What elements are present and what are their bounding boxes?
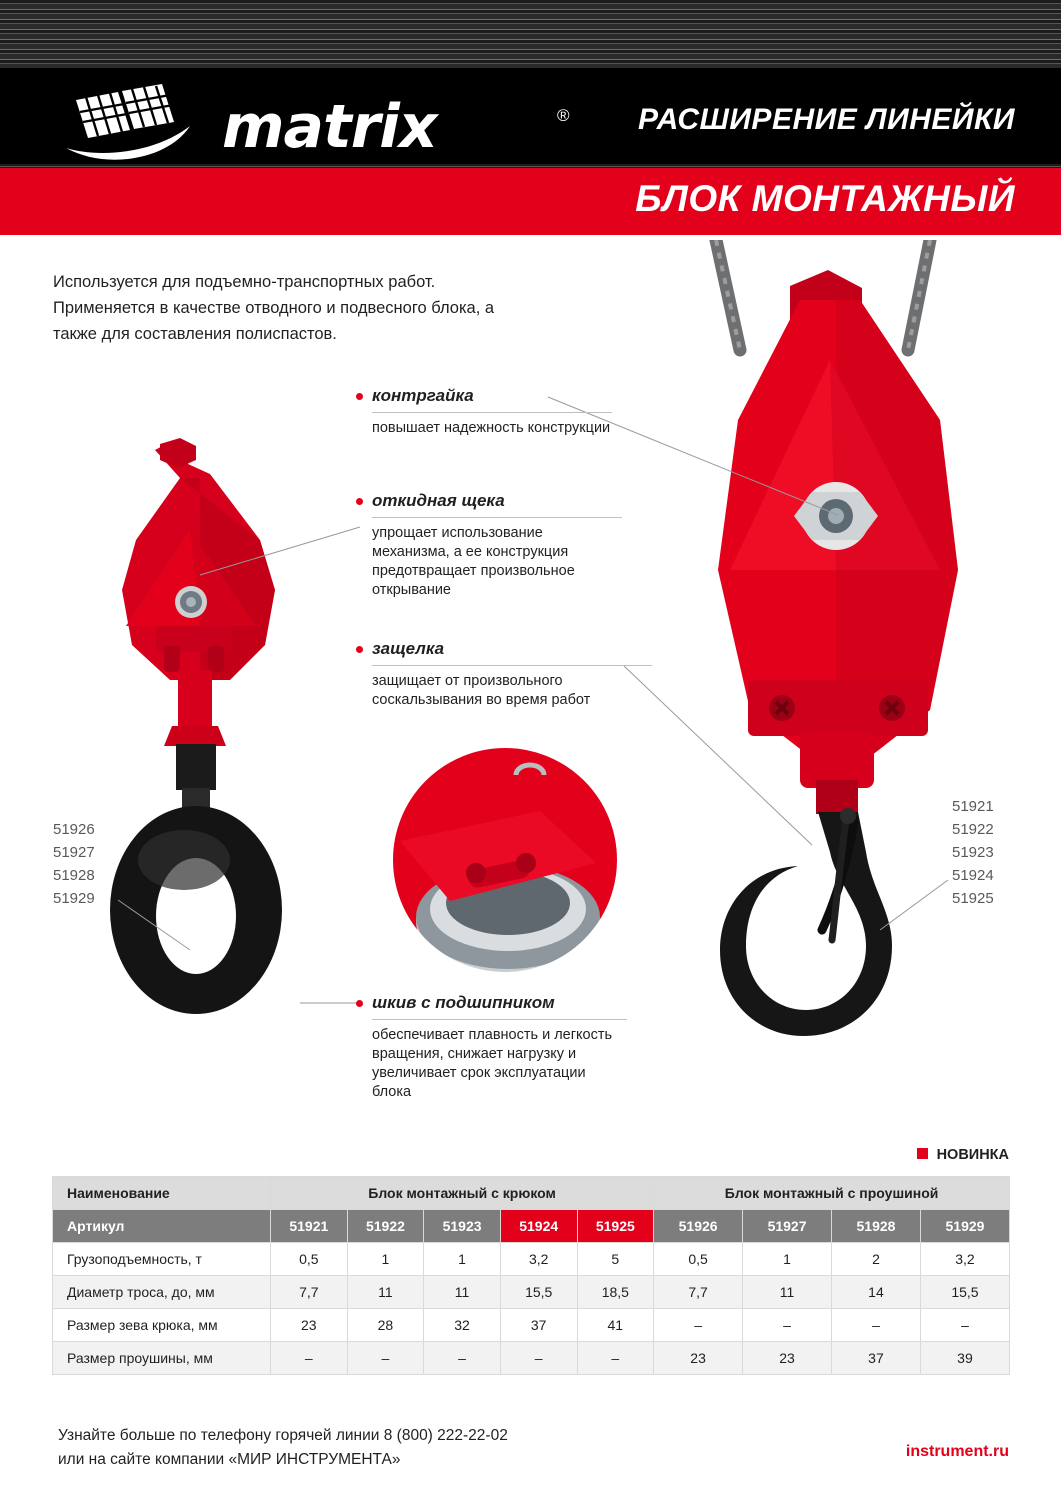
table-cell: 18,5 bbox=[577, 1276, 654, 1309]
table-cell: – bbox=[424, 1342, 501, 1375]
article-cell: 51926 bbox=[654, 1210, 743, 1243]
article-cell: 51929 bbox=[920, 1210, 1009, 1243]
article-code: 51927 bbox=[53, 844, 95, 861]
header-subtitle: РАСШИРЕНИЕ ЛИНЕЙКИ bbox=[638, 103, 1015, 136]
table-row-article bbox=[53, 1210, 1010, 1243]
feature-text: упрощает использование механизма, а ее конструкция предотвращает произвольное открывание bbox=[372, 525, 575, 598]
intro-paragraph: Используется для подъемно-транспортных работ. Применяется в качестве отводного и подвесного блока, а также для составления полиспастов. bbox=[53, 273, 495, 343]
header-product-title: БЛОК МОНТАЖНЫЙ bbox=[635, 178, 1015, 219]
table-cell: 15,5 bbox=[920, 1276, 1009, 1309]
feature-title: откидная щека bbox=[372, 491, 622, 518]
table-cell: – bbox=[271, 1342, 348, 1375]
table-cell: 11 bbox=[743, 1276, 832, 1309]
row-label: Размер зева крюка, мм bbox=[53, 1309, 271, 1342]
table-row bbox=[53, 1276, 1010, 1309]
footer-contact bbox=[58, 1424, 508, 1472]
table-row bbox=[53, 1342, 1010, 1375]
table-cell: 28 bbox=[347, 1309, 424, 1342]
table-cell: 11 bbox=[347, 1276, 424, 1309]
bullet-icon bbox=[356, 646, 363, 653]
article-cell: 51921 bbox=[271, 1210, 348, 1243]
article-code: 51929 bbox=[53, 890, 95, 907]
page-header bbox=[0, 0, 1061, 235]
table-row bbox=[53, 1309, 1010, 1342]
brand-logo bbox=[58, 78, 570, 164]
matrix-logo-icon bbox=[58, 78, 218, 164]
table-cell: – bbox=[920, 1309, 1009, 1342]
table-cell: 11 bbox=[424, 1276, 501, 1309]
feature-callout-pulley-bearing bbox=[372, 993, 627, 1102]
row-label: Размер проушины, мм bbox=[53, 1342, 271, 1375]
new-product-label: НОВИНКА bbox=[936, 1147, 1009, 1163]
table-cell: – bbox=[743, 1309, 832, 1342]
feature-text: защищает от произвольного соскальзывания во время работ bbox=[372, 673, 591, 708]
article-code: 51924 bbox=[952, 867, 994, 884]
article-codes-left bbox=[53, 818, 95, 910]
footer-line-1: Узнайте больше по телефону горячей линии 8 (800) 222-22-02 bbox=[58, 1427, 508, 1444]
row-label: Артикул bbox=[53, 1210, 271, 1243]
feature-callout-locknut bbox=[372, 386, 612, 438]
bullet-icon bbox=[356, 498, 363, 505]
table-header-name: Наименование bbox=[53, 1177, 271, 1210]
article-code: 51928 bbox=[53, 867, 95, 884]
bullet-icon bbox=[356, 1000, 363, 1007]
article-code: 51923 bbox=[952, 844, 994, 861]
row-label: Диаметр троса, до, мм bbox=[53, 1276, 271, 1309]
feature-callout-latch bbox=[372, 639, 652, 710]
table-cell: 1 bbox=[743, 1243, 832, 1276]
article-code: 51925 bbox=[952, 890, 994, 907]
table-cell: 0,5 bbox=[654, 1243, 743, 1276]
bullet-icon bbox=[356, 393, 363, 400]
table-cell: 23 bbox=[654, 1342, 743, 1375]
table-cell: – bbox=[577, 1342, 654, 1375]
article-cell: 51923 bbox=[424, 1210, 501, 1243]
article-code: 51921 bbox=[952, 798, 994, 815]
article-codes-right bbox=[952, 795, 994, 910]
feature-text: обеспечивает плавность и легкость вращения, снижает нагрузку и увеличивает срок эксплуатации блока bbox=[372, 1027, 613, 1100]
footer-website-link[interactable]: instrument.ru bbox=[905, 1443, 1009, 1460]
table-cell: – bbox=[832, 1309, 921, 1342]
table-cell: 32 bbox=[424, 1309, 501, 1342]
header-stripe-pattern-top bbox=[0, 0, 1061, 68]
table-cell: 39 bbox=[920, 1342, 1009, 1375]
table-cell: 3,2 bbox=[500, 1243, 577, 1276]
article-cell: 51924 bbox=[500, 1210, 577, 1243]
table-cell: 0,5 bbox=[271, 1243, 348, 1276]
table-cell: – bbox=[347, 1342, 424, 1375]
row-label: Грузоподъемность, т bbox=[53, 1243, 271, 1276]
red-square-icon bbox=[917, 1148, 928, 1159]
table-cell: 1 bbox=[347, 1243, 424, 1276]
table-cell: 15,5 bbox=[500, 1276, 577, 1309]
feature-text: повышает надежность конструкции bbox=[372, 420, 611, 436]
footer-line-2: или на сайте компании «МИР ИНСТРУМЕНТА» bbox=[58, 1451, 401, 1468]
table-cell: 5 bbox=[577, 1243, 654, 1276]
table-header-group-hook: Блок монтажный с крюком bbox=[271, 1177, 654, 1210]
article-code: 51926 bbox=[53, 821, 95, 838]
article-cell: 51927 bbox=[743, 1210, 832, 1243]
table-cell: 7,7 bbox=[271, 1276, 348, 1309]
table-header-group-eye: Блок монтажный с проушиной bbox=[654, 1177, 1010, 1210]
table-cell: 37 bbox=[832, 1342, 921, 1375]
product-image-pulley-detail bbox=[390, 745, 620, 975]
feature-title: контргайка bbox=[372, 386, 612, 413]
registered-mark: ® bbox=[557, 106, 570, 125]
table-cell: – bbox=[500, 1342, 577, 1375]
table-cell: 2 bbox=[832, 1243, 921, 1276]
table-cell: 41 bbox=[577, 1309, 654, 1342]
article-cell: 51925 bbox=[577, 1210, 654, 1243]
table-cell: 23 bbox=[271, 1309, 348, 1342]
article-code: 51922 bbox=[952, 821, 994, 838]
table-cell: 14 bbox=[832, 1276, 921, 1309]
new-product-badge bbox=[917, 1147, 1009, 1163]
table-cell: 23 bbox=[743, 1342, 832, 1375]
feature-title: шкив с подшипником bbox=[372, 993, 627, 1020]
table-cell: 3,2 bbox=[920, 1243, 1009, 1276]
table-cell: – bbox=[654, 1309, 743, 1342]
table-cell: 1 bbox=[424, 1243, 501, 1276]
feature-callout-folding-cheek bbox=[372, 491, 622, 600]
specifications-table bbox=[52, 1176, 1010, 1375]
product-image-block-with-hook bbox=[640, 240, 1020, 1120]
article-cell: 51922 bbox=[347, 1210, 424, 1243]
article-cell: 51928 bbox=[832, 1210, 921, 1243]
feature-title: защелка bbox=[372, 639, 652, 666]
table-cell: 7,7 bbox=[654, 1276, 743, 1309]
product-image-block-with-eye bbox=[60, 430, 360, 1110]
table-row bbox=[53, 1243, 1010, 1276]
brand-wordmark: matrix bbox=[222, 92, 437, 162]
table-cell: 37 bbox=[500, 1309, 577, 1342]
table-header-row bbox=[53, 1177, 1010, 1210]
